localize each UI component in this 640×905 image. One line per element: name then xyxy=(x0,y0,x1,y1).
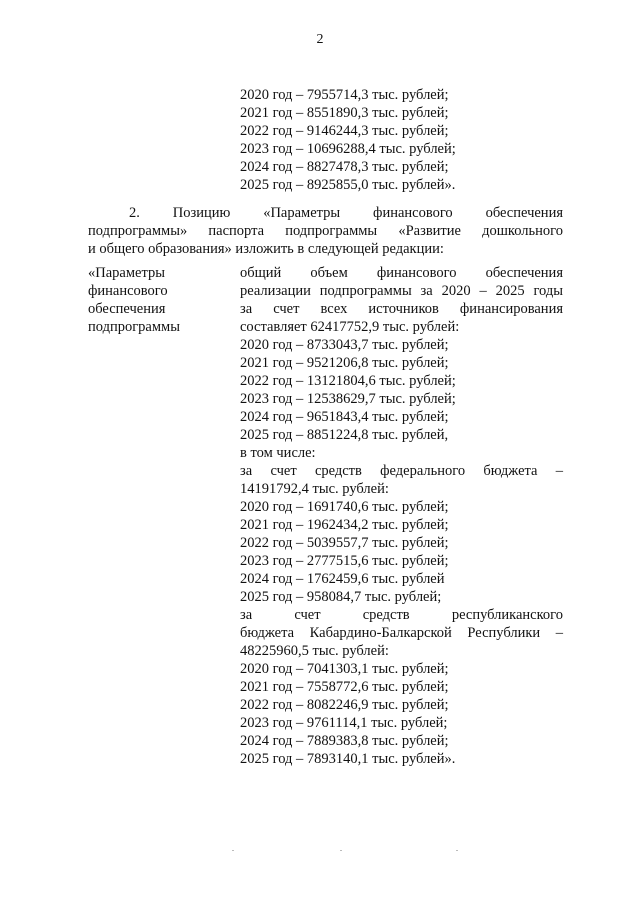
parameter-label-cell xyxy=(88,264,218,336)
label-line: «Параметры xyxy=(88,265,165,281)
republic-year-line: 2025 год – 7893140,1 тыс. рублей». xyxy=(240,751,456,767)
federal-text-line: за счет средств федерального бюджета – xyxy=(240,463,563,479)
previous-funding-list xyxy=(240,86,570,194)
republic-text-line: за счет средств республиканского xyxy=(240,607,563,623)
funding-line: 2023 год – 10696288,4 тыс. рублей; xyxy=(240,141,456,157)
page-number: 2 xyxy=(316,32,324,47)
paragraph-line: подпрограммы» паспорта подпрограммы «Развитие дошкольного xyxy=(88,223,563,239)
label-line: обеспечения xyxy=(88,301,166,317)
republic-year-line: 2024 год – 7889383,8 тыс. рублей; xyxy=(240,733,449,749)
total-year-line: 2022 год – 13121804,6 тыс. рублей; xyxy=(240,373,456,389)
funding-line: 2022 год – 9146244,3 тыс. рублей; xyxy=(240,123,449,139)
republic-year-line: 2022 год – 8082246,9 тыс. рублей; xyxy=(240,697,449,713)
republic-text-line: бюджета Кабардино-Балкарской Республики – xyxy=(240,625,563,641)
total-text-line: общий объем финансового обеспечения xyxy=(240,265,563,281)
federal-year-line: 2022 год – 5039557,7 тыс. рублей; xyxy=(240,535,449,551)
including-label: в том числе: xyxy=(240,445,316,461)
federal-year-line: 2021 год – 1962434,2 тыс. рублей; xyxy=(240,517,449,533)
federal-year-line: 2024 год – 1762459,6 тыс. рублей xyxy=(240,571,445,587)
label-line: подпрограммы xyxy=(88,319,180,335)
scan-dot xyxy=(456,850,458,851)
scan-artifacts xyxy=(0,850,640,854)
funding-line: 2025 год – 8925855,0 тыс. рублей». xyxy=(240,177,456,193)
republic-year-line: 2023 год – 9761114,1 тыс. рублей; xyxy=(240,715,448,731)
total-year-line: 2023 год – 12538629,7 тыс. рублей; xyxy=(240,391,456,407)
republic-year-line: 2021 год – 7558772,6 тыс. рублей; xyxy=(240,679,449,695)
total-text-line: реализации подпрограммы за 2020 – 2025 годы xyxy=(240,283,563,299)
parameter-value-cell xyxy=(240,264,563,768)
total-year-line: 2025 год – 8851224,8 тыс. рублей, xyxy=(240,427,449,443)
total-text-line: за счет всех источников финансирования xyxy=(240,301,563,317)
paragraph-line: 2. Позицию «Параметры финансового обеспечения xyxy=(129,205,563,221)
amendment-paragraph xyxy=(88,204,563,258)
scan-dot xyxy=(232,850,234,851)
total-text-line: составляет 62417752,9 тыс. рублей: xyxy=(240,319,460,335)
republic-year-line: 2020 год – 7041303,1 тыс. рублей; xyxy=(240,661,449,677)
funding-line: 2020 год – 7955714,3 тыс. рублей; xyxy=(240,87,449,103)
funding-line: 2021 год – 8551890,3 тыс. рублей; xyxy=(240,105,449,121)
federal-year-line: 2025 год – 958084,7 тыс. рублей; xyxy=(240,589,442,605)
label-line: финансового xyxy=(88,283,168,299)
federal-year-line: 2020 год – 1691740,6 тыс. рублей; xyxy=(240,499,449,515)
total-year-line: 2024 год – 9651843,4 тыс. рублей; xyxy=(240,409,449,425)
federal-year-line: 2023 год – 2777515,6 тыс. рублей; xyxy=(240,553,449,569)
scan-dot xyxy=(340,850,342,851)
federal-text-line: 14191792,4 тыс. рублей: xyxy=(240,481,389,497)
paragraph-line: и общего образования» изложить в следующей редакции: xyxy=(88,241,444,257)
funding-line: 2024 год – 8827478,3 тыс. рублей; xyxy=(240,159,449,175)
total-year-line: 2020 год – 8733043,7 тыс. рублей; xyxy=(240,337,449,353)
total-year-line: 2021 год – 9521206,8 тыс. рублей; xyxy=(240,355,449,371)
republic-text-line: 48225960,5 тыс. рублей: xyxy=(240,643,389,659)
